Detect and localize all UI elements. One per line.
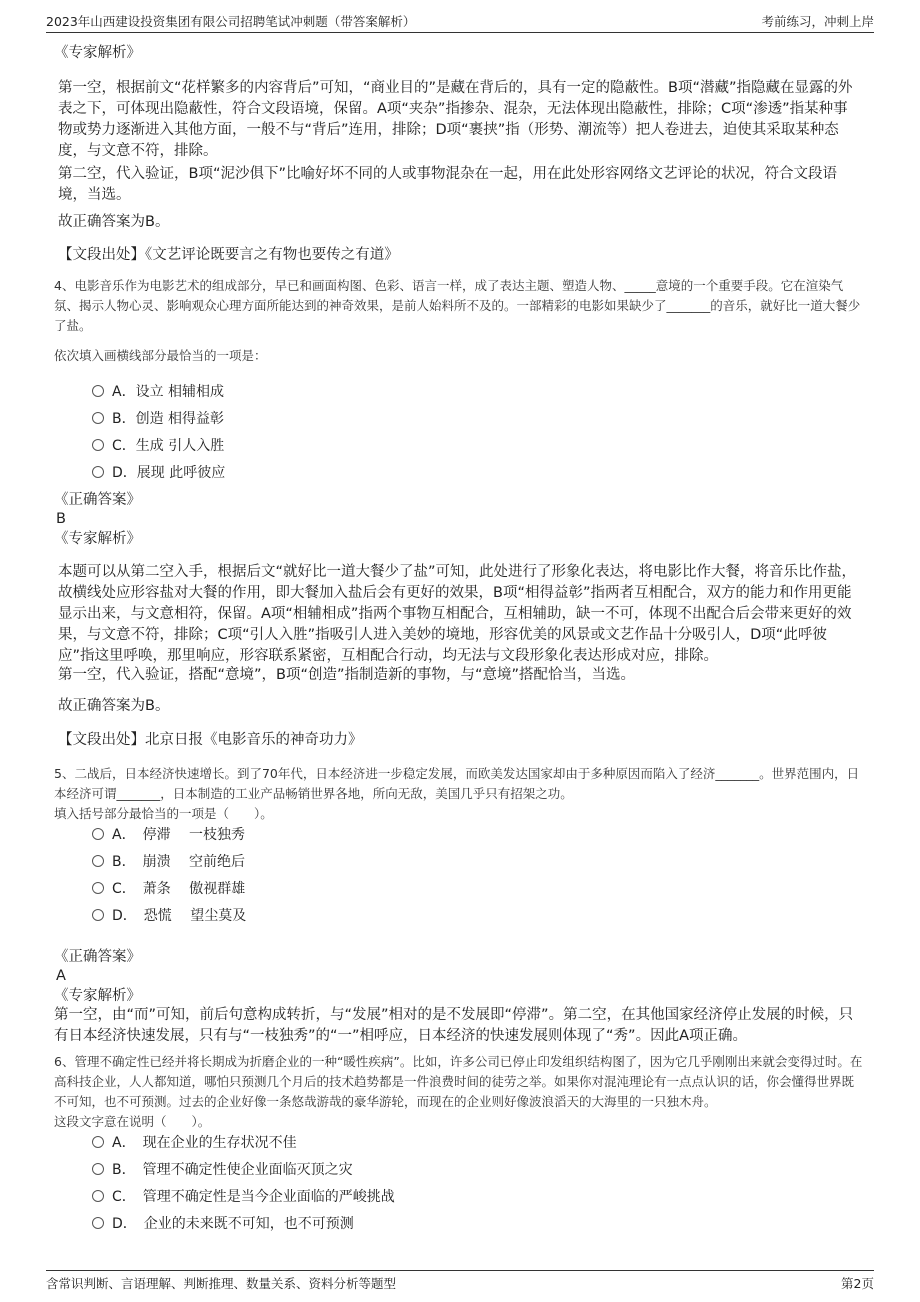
radio-icon[interactable] [92, 1190, 104, 1202]
q6-option-c[interactable]: C． 管理不确定性是当今企业面临的严峻挑战 [92, 1187, 395, 1207]
q6-stem: 6、管理不确定性已经并将长期成为折磨企业的一种“暖性疾病”。比如，许多公司已停止印发组织结构图了，因为它几乎刚刚出来就会变得过时。在高科技企业，人人都知道，哪怕只预测几个月后的技术趋势都是一件浪费时间的徒劳之举。如果你对混沌理论有一点点认识的话，你会懂得世界既不可知，也不可预测。过去的企业好像一条悠哉游哉的豪华游轮，而现在的企业则好像波浪滔天的大海里的一只独木舟。 [54, 1054, 863, 1109]
header-slogan: 考前练习，冲刺上岸 [761, 14, 874, 29]
radio-icon[interactable] [92, 412, 104, 424]
q4-stem: 4、电影音乐作为电影艺术的组成部分，早已和画面构图、色彩、语言一样，成了表达主题、塑造人物、_____意境的一个重要手段。它在渲染气氛、揭示人物心灵、影响观众心理方面所能达到的神奇效果，是前人始料所不及的。一部精彩的电影如果缺少了_______的音乐，就好比一道大餐少了盐。 [54, 278, 861, 333]
q5-option-a[interactable]: A． 停滞 一枝独秀 [92, 825, 245, 845]
q6-option-d[interactable]: D． 企业的未来既不可知，也不可预测 [92, 1214, 354, 1234]
q5-answer-label: 《正确答案》 [54, 949, 141, 965]
footer-description: 含常识判断、言语理解、判断推理、数量关系、资料分析等题型 [46, 1276, 397, 1291]
q5-answer: A [56, 968, 66, 984]
radio-icon[interactable] [92, 1136, 104, 1148]
q5-prompt: 填入括号部分最恰当的一项是（ ）。 [54, 806, 273, 821]
radio-icon[interactable] [92, 1163, 104, 1175]
q5-option-d[interactable]: D． 恐慌 望尘莫及 [92, 906, 246, 926]
q3-analysis-label: 《专家解析》 [54, 45, 141, 61]
q3-analysis-p2: 第二空，代入验证，B项“泥沙俱下”比喻好坏不同的人或事物混杂在一起，用在此处形容网络文艺评论的状况，符合文段语境，当选。 [58, 166, 837, 203]
q5-stem: 5、二战后，日本经济快速增长。到了70年代，日本经济进一步稳定发展，而欧美发达国家却由于多种原因而陷入了经济_______。世界范围内，日本经济可谓_______，日本制造的工业产品畅销世界各地，所向无敌，美国几乎只有招架之功。 [54, 766, 860, 801]
q4-option-b[interactable]: B．创造 相得益彰 [92, 409, 224, 429]
q4-option-c[interactable]: C．生成 引人入胜 [92, 436, 224, 456]
q6-option-a[interactable]: A． 现在企业的生存状况不佳 [92, 1133, 297, 1153]
document-title: 2023年山西建设投资集团有限公司招聘笔试冲刺题（带答案解析） [46, 14, 416, 29]
q4-conclusion: 故正确答案为B。 [58, 698, 170, 714]
q4-prompt: 依次填入画横线部分最恰当的一项是： [54, 348, 267, 363]
q3-source: 【文段出处】《文艺评论既要言之有物也要传之有道》 [58, 247, 399, 263]
radio-icon[interactable] [92, 466, 104, 478]
radio-icon[interactable] [92, 909, 104, 921]
q4-source: 【文段出处】北京日报《电影音乐的神奇功力》 [58, 732, 363, 748]
q5-option-c[interactable]: C． 萧条 傲视群雄 [92, 879, 245, 899]
radio-icon[interactable] [92, 855, 104, 867]
q5-option-b[interactable]: B． 崩溃 空前绝后 [92, 852, 245, 872]
page-footer [46, 1270, 874, 1293]
q5-analysis-label: 《专家解析》 [54, 988, 141, 1004]
q5-analysis-p1: 第一空，由“而”可知，前后句意构成转折，与“发展”相对的是不发展即“停滞”。第二空，在其他国家经济停止发展的时候，只有日本经济快速发展，只有与“一枝独秀”的“一”相呼应，日本经济的快速发展则体现了“秀”。因此A项正确。 [54, 1007, 854, 1044]
q4-analysis-p1: 本题可以从第二空入手，根据后文“就好比一道大餐少了盐”可知，此处进行了形象化表达，将电影比作大餐，将音乐比作盐，故横线处应形容盐对大餐的作用，即大餐加入盐后会有更好的效果，B项“相得益彰”指两者互相配合，双方的能力和作用更能显示出来，与文意相符，保留。A项“相辅相成”指两个事物互相配合，互相辅助，缺一不可，体现不出配合后会带来更好的效果，与文意不符，排除；C项“引人入胜”指吸引人进入美妙的境地，形容优美的风景或文艺作品十分吸引人，D项“此呼彼应”指这里呼唤，那里响应，形容联系紧密，互相配合行动，均无法与文段形象化表达形成对应，排除。 [58, 564, 857, 664]
page-header [46, 10, 874, 33]
q4-answer: B [56, 511, 66, 527]
radio-icon[interactable] [92, 882, 104, 894]
page-number: 第2页 [841, 1276, 874, 1291]
radio-icon[interactable] [92, 385, 104, 397]
radio-icon[interactable] [92, 1217, 104, 1229]
q4-option-d[interactable]: D．展现 此呼彼应 [92, 463, 225, 483]
q4-analysis-label: 《专家解析》 [54, 531, 141, 547]
radio-icon[interactable] [92, 828, 104, 840]
q3-conclusion: 故正确答案为B。 [58, 214, 170, 230]
q4-answer-label: 《正确答案》 [54, 492, 141, 508]
q4-analysis-p2: 第一空，代入验证，搭配“意境”，B项“创造”指制造新的事物，与“意境”搭配恰当，当选。 [58, 667, 636, 683]
q3-analysis-p1: 第一空，根据前文“花样繁多的内容背后”可知，“商业目的”是藏在背后的，具有一定的隐蔽性。B项“潜藏”指隐藏在显露的外表之下，可体现出隐蔽性，符合文段语境，保留。A项“夹杂”指掺杂、混杂，无法体现出隐蔽性，排除；C项“渗透”指某种事物或势力逐渐进入其他方面，一般不与“背后”连用，排除；D项“裹挟”指（形势、潮流等）把人卷进去，迫使其采取某种态度，与文意不符，排除。 [58, 80, 853, 159]
q6-prompt: 这段文字意在说明（ ）。 [54, 1114, 211, 1129]
q4-option-a[interactable]: A．设立 相辅相成 [92, 382, 224, 402]
q6-option-b[interactable]: B． 管理不确定性使企业面临灭顶之灾 [92, 1160, 353, 1180]
radio-icon[interactable] [92, 439, 104, 451]
